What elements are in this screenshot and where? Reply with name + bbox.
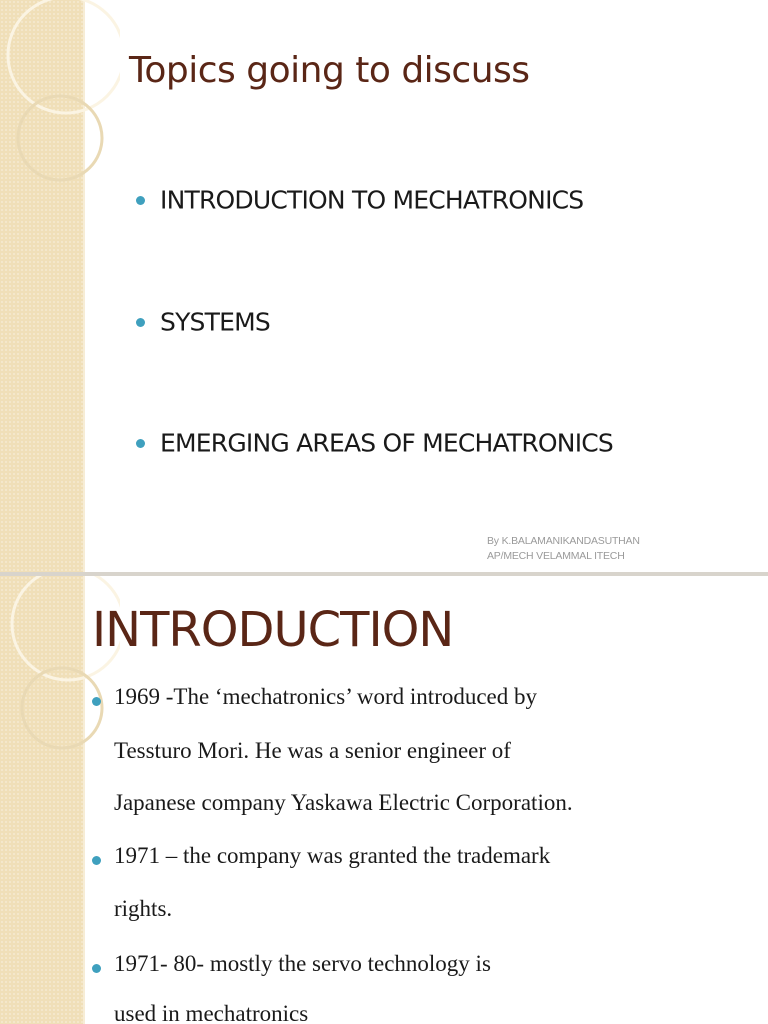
intro-line: used in mechatronics: [114, 1001, 309, 1024]
bullet-dot-icon: [136, 196, 145, 205]
author-credit-line: AP/MECH VELAMMAL ITECH: [487, 550, 625, 562]
slide-introduction: [0, 576, 768, 1024]
intro-line: 1971 – the company was granted the trademark: [114, 843, 551, 868]
topic-text: INTRODUCTION TO MECHATRONICS: [160, 185, 584, 215]
bullet-dot-icon: [92, 697, 101, 706]
bullet-dot-icon: [136, 318, 145, 327]
author-credit: [487, 534, 707, 564]
bullet-dot-icon: [136, 439, 145, 448]
bullet-dot-icon: [92, 856, 101, 865]
slide-title: Topics going to discuss: [129, 50, 530, 91]
intro-line: Tessturo Mori. He was a senior engineer of: [114, 738, 511, 763]
intro-line: 1971- 80- mostly the servo technology is: [114, 951, 491, 976]
intro-line: 1969 -The ‘mechatronics’ word introduced by: [114, 684, 538, 709]
bullet-dot-icon: [92, 964, 101, 973]
intro-line: rights.: [114, 896, 173, 921]
slide-title: INTRODUCTION: [92, 602, 454, 658]
intro-line: Japanese company Yaskawa Electric Corporation.: [114, 790, 573, 815]
author-credit-line: By K.BALAMANIKANDASUTHAN: [487, 535, 640, 547]
topic-text: EMERGING AREAS OF MECHATRONICS: [160, 428, 613, 458]
topic-text: SYSTEMS: [160, 307, 270, 337]
decorative-circles-icon: [0, 0, 120, 260]
